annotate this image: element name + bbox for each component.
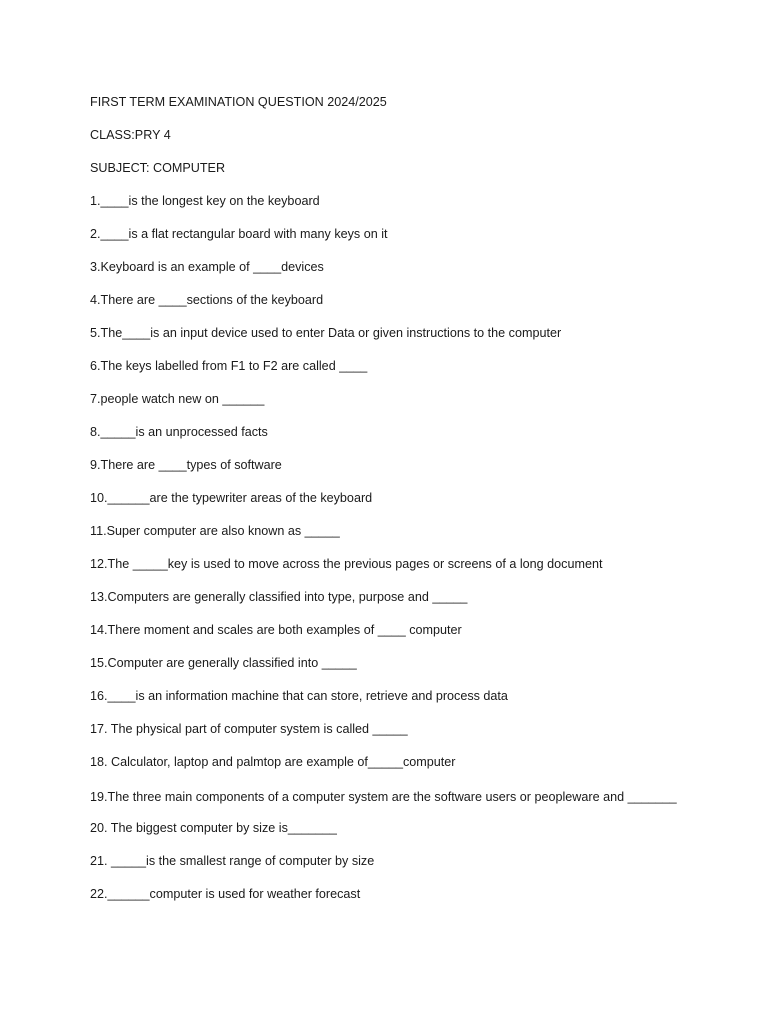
question-15: 15.Computer are generally classified into _____ — [90, 656, 357, 670]
question-19: 19.The three main components of a computer system are the software users or peopleware and _______ — [90, 790, 677, 804]
question-11: 11.Super computer are also known as _____ — [90, 524, 340, 538]
question-13: 13.Computers are generally classified into type, purpose and _____ — [90, 590, 468, 604]
question-17: 17. The physical part of computer system is called _____ — [90, 722, 408, 736]
question-1: 1.____is the longest key on the keyboard — [90, 194, 320, 208]
question-7: 7.people watch new on ______ — [90, 392, 265, 406]
question-21: 21. _____is the smallest range of computer by size — [90, 854, 375, 868]
question-9: 9.There are ____types of software — [90, 458, 282, 472]
question-20: 20. The biggest computer by size is_______ — [90, 821, 337, 835]
question-22: 22.______computer is used for weather forecast — [90, 887, 361, 901]
question-18: 18. Calculator, laptop and palmtop are example of_____computer — [90, 755, 456, 769]
question-5: 5.The____is an input device used to enter Data or given instructions to the computer — [90, 326, 562, 340]
exam-content — [90, 94, 690, 919]
question-10: 10.______are the typewriter areas of the keyboard — [90, 491, 373, 505]
question-8: 8._____is an unprocessed facts — [90, 425, 268, 439]
question-3: 3.Keyboard is an example of ____devices — [90, 260, 324, 274]
question-16: 16.____is an information machine that can store, retrieve and process data — [90, 689, 508, 703]
exam-subject: SUBJECT: COMPUTER — [90, 161, 226, 175]
question-14: 14.There moment and scales are both examples of ____ computer — [90, 623, 462, 637]
question-2: 2.____is a flat rectangular board with many keys on it — [90, 227, 388, 241]
question-4: 4.There are ____sections of the keyboard — [90, 293, 324, 307]
question-12: 12.The _____key is used to move across the previous pages or screens of a long document — [90, 557, 603, 571]
exam-class: CLASS:PRY 4 — [90, 128, 171, 142]
question-6: 6.The keys labelled from F1 to F2 are called ____ — [90, 359, 368, 373]
exam-title: FIRST TERM EXAMINATION QUESTION 2024/2025 — [90, 95, 387, 109]
